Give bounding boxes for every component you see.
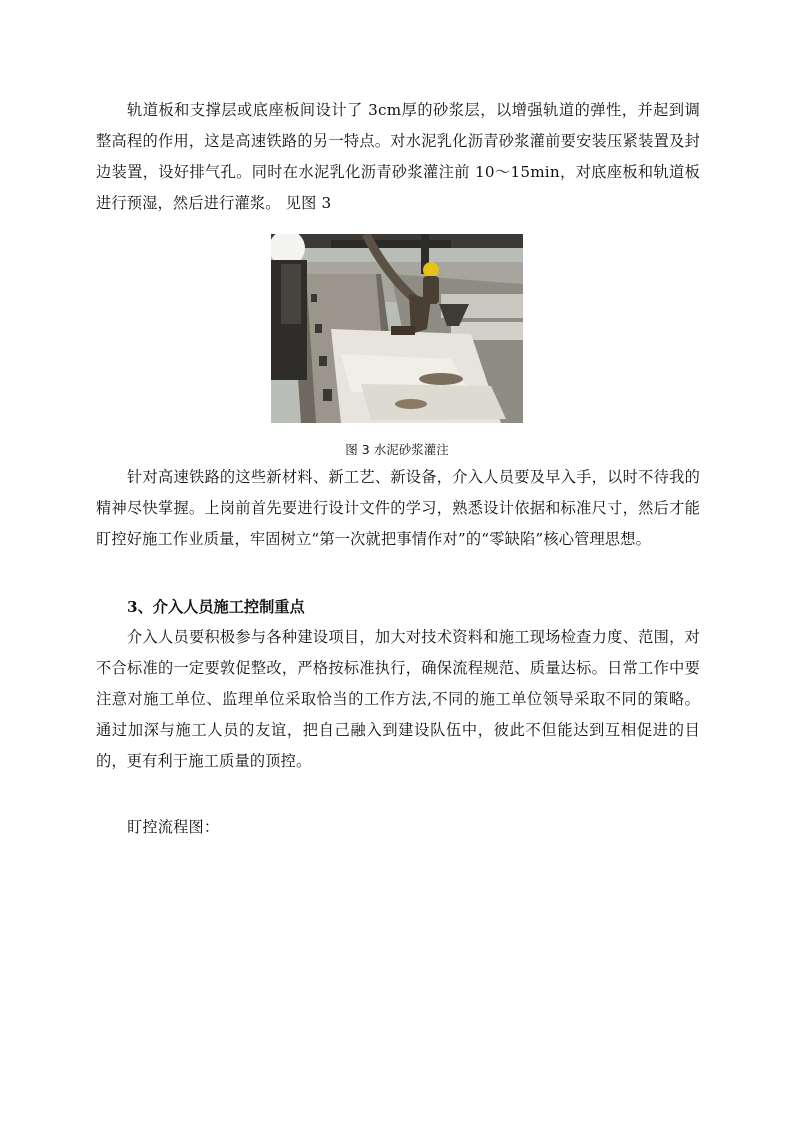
paragraph-flowchart-label: 盯控流程图： — [127, 818, 220, 836]
paragraph-mortar-layer: 轨道板和支撑层或底座板间设计了 3cm厚的砂浆层，以增强轨道的弹性，并起到调整高程的作用，这是高速铁路的另一特点。对水泥乳化沥青砂浆灌前要安装压紧装置及封边装置，设好排气孔。同时在水泥乳化沥青砂浆灌注前 10～15min，对底座板和轨道板进行预湿，然后进行灌浆。 见图 3 — [96, 101, 700, 212]
section-heading: 3、介入人员施工控制重点 — [127, 598, 305, 616]
photo-mortar-grouting — [271, 234, 523, 423]
figure-caption: 图 3 水泥砂浆灌注 — [345, 442, 449, 457]
paragraph-control-focus: 介入人员要积极参与各种建设项目，加大对技术资料和施工现场检查力度、范围，对不合标准的一定要敦促整改，严格按标准执行，确保流程规范、质量达标。日常工作中要注意对施工单位、监理单位采取恰当的工作方法,不同的施工单位领导采取不同的策略。通过加深与施工人员的友谊，把自己融入到建设队伍中，彼此不但能达到互相促进的目的，更有利于施工质量的顶控。 — [96, 628, 700, 770]
paragraph-new-materials: 针对高速铁路的这些新材料、新工艺、新设备，介入人员要及早入手，以时不待我的精神尽快掌握。上岗前首先要进行设计文件的学习，熟悉设计依据和标准尺寸，然后才能盯控好施工作业质量，牢固树立“第一次就把事情作对”的“零缺陷”核心管理思想。 — [96, 468, 700, 548]
photo-illustration — [271, 234, 523, 423]
